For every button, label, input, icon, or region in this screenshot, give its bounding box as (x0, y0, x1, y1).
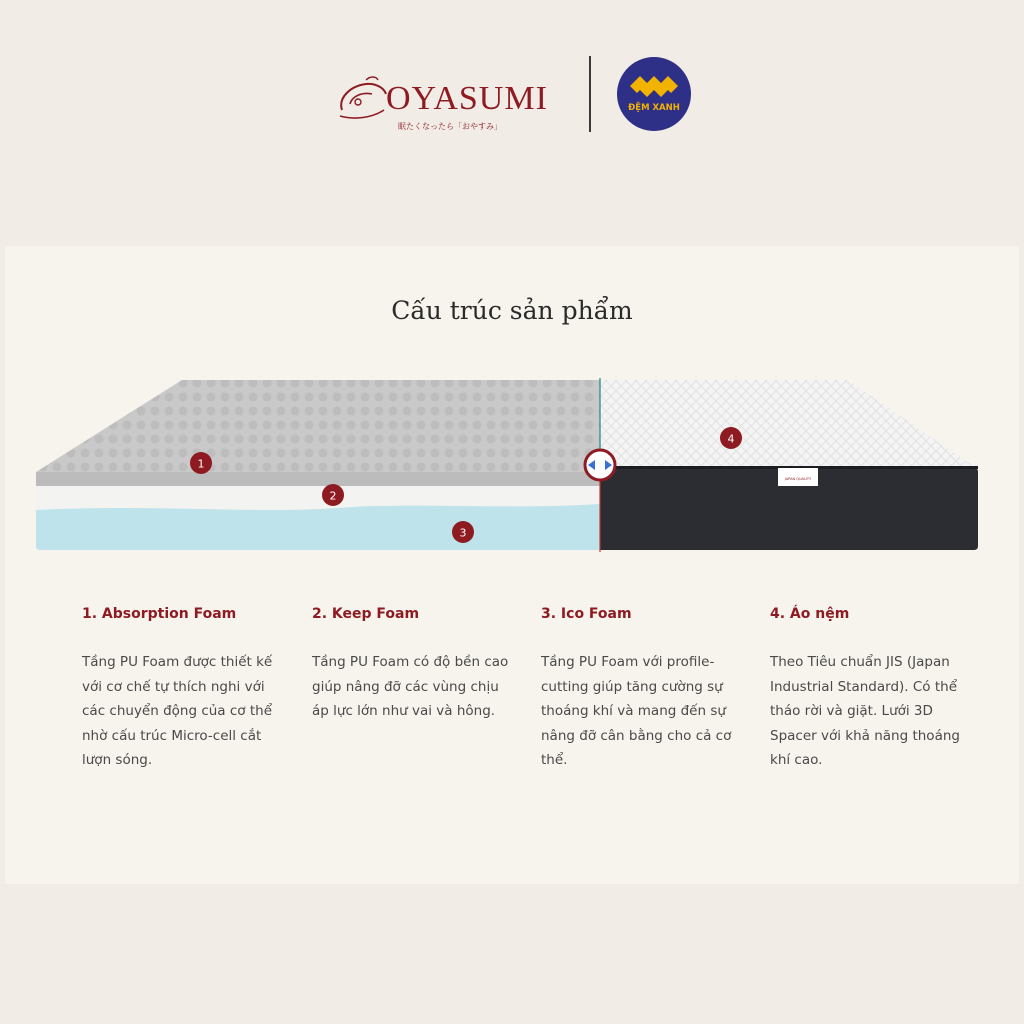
oyasumi-logo[interactable] (336, 68, 566, 136)
svg-text:3: 3 (459, 526, 467, 540)
oyasumi-tagline: 眠たくなったら「おやすみ」 (398, 122, 502, 131)
oyasumi-wordmark: OYASUMI (386, 80, 548, 117)
feature-keep-foam (312, 604, 512, 724)
cover-label-text: JAPAN QUALITY (784, 477, 812, 481)
feature-description: Tầng PU Foam được thiết kế với cơ chế tự thích nghi với các chuyển động của cơ thể nhờ cấu trúc Micro-cell cắt lượn sóng. (82, 654, 273, 768)
absorption-foam-layer (36, 472, 600, 486)
svg-text:1: 1 (197, 457, 205, 471)
svg-text:2: 2 (329, 489, 337, 503)
marker-3[interactable] (452, 521, 474, 543)
feature-title: 4. Áo nệm (770, 606, 850, 622)
marker-4[interactable] (720, 427, 742, 449)
mattress-illustration (36, 376, 980, 556)
marker-2[interactable] (322, 484, 344, 506)
dem-xanh-logo[interactable] (616, 56, 692, 132)
ico-foam-layer (36, 504, 600, 550)
feature-absorption-foam (82, 604, 282, 773)
svg-text:4: 4 (727, 432, 735, 446)
oyasumi-emblem-icon (336, 74, 388, 124)
section-title: Cấu trúc sản phẩm (391, 296, 633, 325)
absorption-foam-top (36, 380, 600, 482)
cover-top (600, 380, 976, 468)
feature-ao-nem (770, 604, 970, 773)
marker-1[interactable] (190, 452, 212, 474)
logo-divider (589, 56, 591, 132)
brand-header (0, 0, 1024, 246)
feature-title: 1. Absorption Foam (82, 606, 237, 622)
feature-title: 3. Ico Foam (541, 606, 632, 622)
feature-ico-foam (541, 604, 741, 773)
compare-slider-handle[interactable] (585, 450, 615, 480)
dem-xanh-label: ĐỆM XANH (628, 103, 680, 113)
feature-description: Tầng PU Foam với profile-cutting giúp tăng cường sự thoáng khí và mang đến sự nâng đỡ cân bằng cho cả cơ thể. (541, 654, 732, 768)
feature-description: Tầng PU Foam có độ bền cao giúp nâng đỡ các vùng chịu áp lực lớn như vai và hông. (312, 654, 509, 719)
feature-description: Theo Tiêu chuẩn JIS (Japan Industrial Standard). Có thể tháo rời và giặt. Lưới 3D Spacer với khả năng thoáng khí cao. (770, 654, 960, 768)
feature-title: 2. Keep Foam (312, 606, 420, 622)
product-structure-panel (5, 246, 1019, 884)
